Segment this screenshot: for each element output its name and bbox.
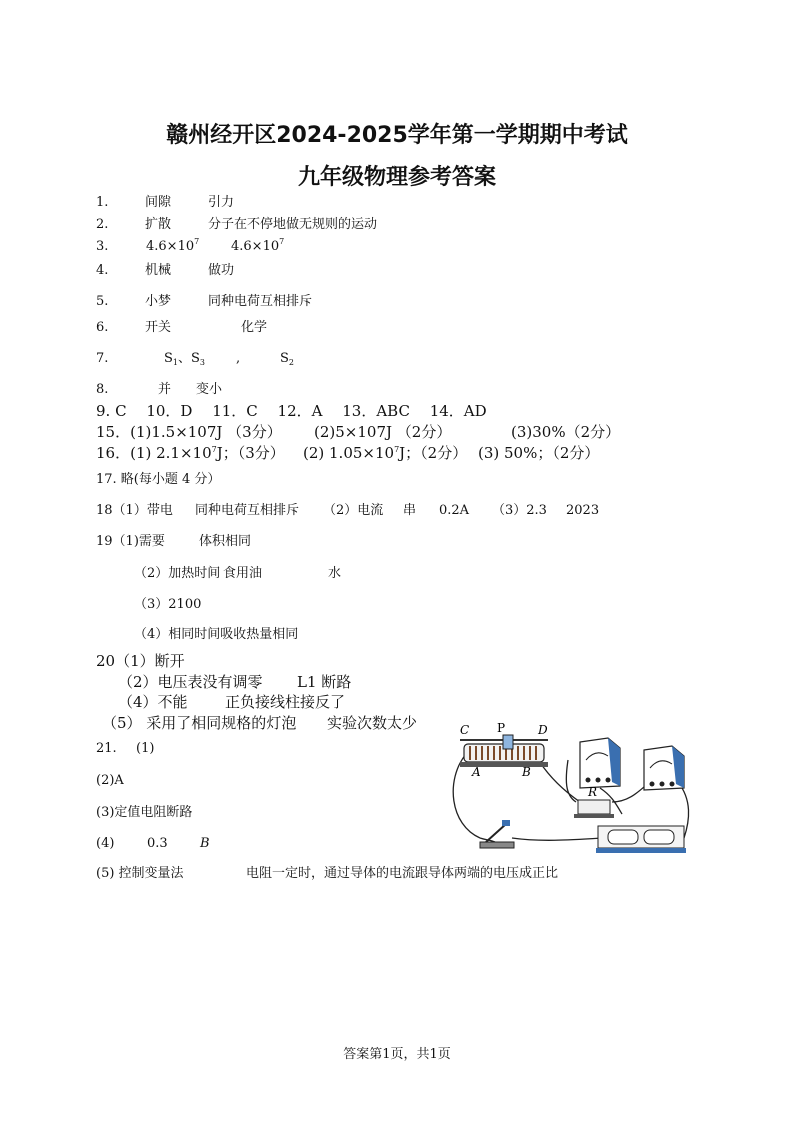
answer-part: (3) 50%；（2分）	[478, 444, 600, 462]
terminal-label-c: C	[460, 723, 470, 737]
answer-part: 水	[328, 566, 342, 581]
answer-part: (4)	[96, 836, 115, 851]
separator: ,	[236, 351, 241, 366]
answer-2	[96, 217, 378, 233]
answer-number: 2.	[96, 217, 109, 232]
answer-19-2	[134, 566, 342, 582]
answer-19-3: （3）2100	[134, 597, 202, 612]
answer-20-2	[118, 673, 352, 691]
answer-19-4: （4）相同时间吸收热量相同	[134, 627, 299, 642]
answer-part: 体积相同	[199, 534, 252, 549]
answer-part: （3）2.3	[492, 503, 547, 518]
answer-20-5	[102, 714, 418, 732]
answer-part: （2）电流	[323, 503, 384, 518]
subscript: 1	[172, 358, 178, 367]
answer-part: （2）加热时间	[134, 566, 221, 581]
answer-part: （4）不能	[118, 693, 188, 711]
switch-label: S	[164, 351, 173, 366]
answer-part: (2) 1.05×10	[303, 444, 395, 462]
answer-part: 引力	[208, 195, 235, 210]
terminal-label-p: P	[497, 721, 506, 735]
answer-part: 化学	[241, 320, 268, 335]
answer-part: 并	[158, 382, 172, 397]
answer-number: 3.	[96, 239, 109, 254]
answer-part: 食用油	[223, 566, 263, 581]
answer-21-2: (2)A	[96, 773, 124, 788]
answer-part: 4.6×10	[146, 239, 195, 254]
exponent: 7	[194, 237, 200, 246]
switch	[480, 820, 514, 848]
answer-part: 16．(1) 2.1×10	[96, 444, 212, 462]
answer-number: 4.	[96, 263, 109, 278]
answer-part: 0.2A	[439, 503, 470, 518]
answer-number: 8.	[96, 382, 109, 397]
exponent: 7	[394, 445, 400, 454]
answer-4	[96, 263, 235, 279]
answer-21-3: (3)定值电阻断路	[96, 805, 193, 820]
ammeter	[580, 738, 620, 788]
answer-part: B	[200, 836, 210, 851]
answer-15	[96, 423, 621, 441]
answer-part: (2)5×107J （2分）	[314, 423, 452, 441]
answer-1	[96, 195, 235, 211]
answer-part: 串	[403, 503, 417, 518]
separator: 、	[178, 351, 192, 366]
fixed-resistor	[574, 800, 614, 818]
answer-8	[96, 382, 223, 398]
answer-part: （2）电压表没有调零	[118, 673, 263, 691]
answer-part: 4.6×10	[231, 239, 280, 254]
answer-part: 同种电荷互相排斥	[208, 294, 313, 309]
page-footer: 答案第1页，共1页	[343, 1047, 451, 1062]
wire	[512, 838, 602, 840]
answer-part: 18（1）带电	[96, 503, 173, 518]
switch-label: S	[191, 351, 200, 366]
answer-part: J；（2分）	[399, 444, 468, 462]
answer-part: 小梦	[145, 294, 172, 309]
answer-21-1	[96, 741, 155, 757]
answer-20-4	[118, 693, 346, 711]
resistor-label-r: R	[588, 785, 598, 799]
answer-part: 间隙	[145, 195, 172, 210]
answer-part: 0.3	[147, 836, 168, 851]
battery-pack	[596, 826, 686, 853]
circuit-diagram	[440, 720, 700, 865]
answer-7	[96, 351, 294, 367]
switch-label: S	[280, 351, 289, 366]
terminal-label-b: B	[522, 765, 531, 779]
answer-part: 分子在不停地做无规则的运动	[208, 217, 378, 232]
answer-6	[96, 320, 268, 336]
answer-part: 15．(1)1.5×107J （3分）	[96, 423, 282, 441]
answer-21-5	[96, 866, 559, 882]
answer-number: 5.	[96, 294, 109, 309]
answer-part: 开关	[145, 320, 172, 335]
answer-part: 正负接线柱接反了	[225, 693, 346, 711]
answer-part: 电阻一定时，通过导体的电流跟导体两端的电压成正比	[246, 866, 559, 881]
answer-part: 变小	[196, 382, 223, 397]
answer-number: 7.	[96, 351, 109, 366]
answer-number: 21.	[96, 741, 117, 756]
answer-part: 19（1)需要	[96, 534, 165, 549]
answer-9-14: 9. C 10．D 11．C 12．A 13．ABC 14．AD	[96, 402, 487, 420]
exam-title: 赣州经开区2024-2025学年第一学期期中考试	[166, 123, 628, 148]
terminal-label-a: A	[472, 765, 481, 779]
voltmeter	[644, 746, 684, 790]
answer-20-1: 20（1）断开	[96, 652, 185, 670]
answer-part: (5) 控制变量法	[96, 866, 184, 881]
answer-part: 同种电荷互相排斥	[195, 503, 300, 518]
answer-part: (3)30%（2分）	[511, 423, 621, 441]
exponent: 7	[279, 237, 285, 246]
answer-part: L1 断路	[297, 673, 352, 691]
exam-subtitle: 九年级物理参考答案	[297, 165, 496, 190]
answer-part: J；（3分）	[216, 444, 285, 462]
answer-part: 扩散	[145, 217, 172, 232]
answer-21-4	[96, 836, 210, 852]
rheostat-slider	[503, 735, 513, 749]
answer-part: 实验次数太少	[327, 714, 418, 732]
exponent: 7	[211, 445, 217, 454]
answer-part: (1)	[136, 741, 155, 756]
answer-part: （5） 采用了相同规格的灯泡	[102, 714, 297, 732]
answer-18	[96, 503, 600, 519]
answer-part: 做功	[208, 263, 235, 278]
answer-number: 1.	[96, 195, 109, 210]
terminal-label-d: D	[538, 723, 548, 737]
rheostat	[460, 735, 548, 767]
answer-19-1	[96, 534, 252, 550]
answer-part: 机械	[145, 263, 172, 278]
answer-17: 17. 略(每小题 4 分）	[96, 472, 221, 487]
answer-part: 2023	[566, 503, 600, 518]
subscript: 3	[199, 358, 206, 367]
answer-number: 6.	[96, 320, 109, 335]
answer-5	[96, 294, 313, 310]
subscript: 2	[288, 358, 294, 367]
